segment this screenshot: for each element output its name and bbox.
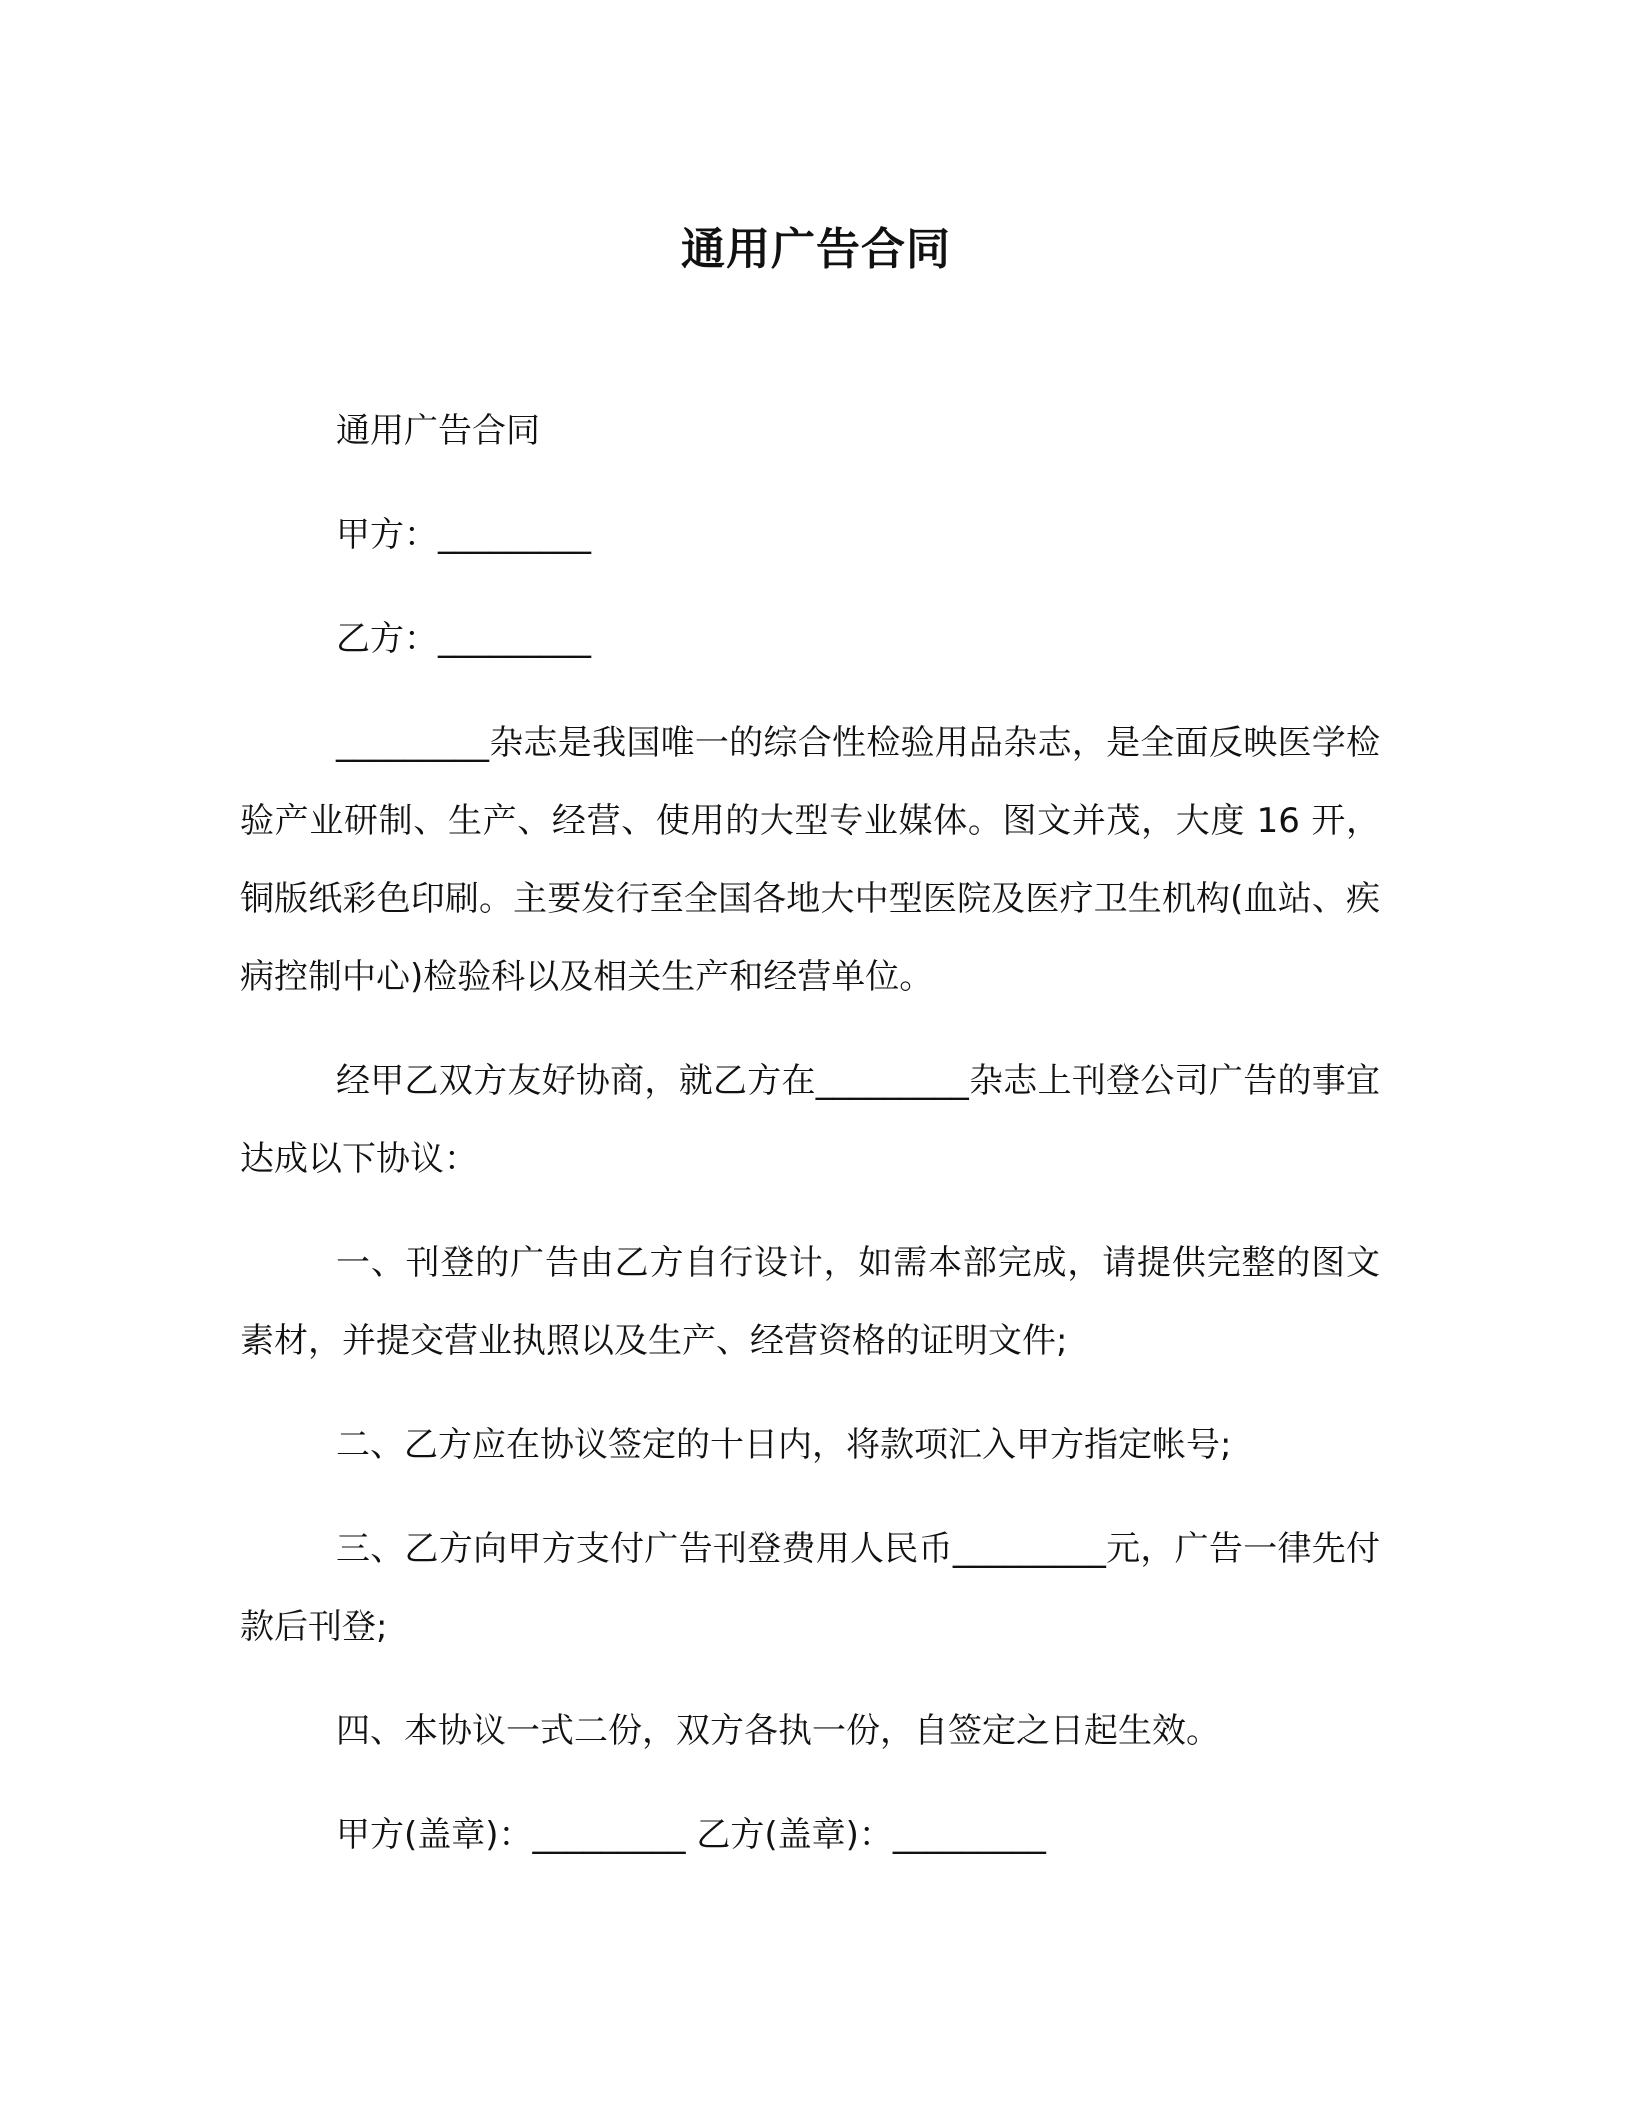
- document-body: [240, 392, 1380, 1900]
- paragraph-clause-4: 四、本协议一式二份，双方各执一份，自签定之日起生效。: [336, 1711, 1220, 1751]
- paragraph-clause-2: 二、乙方应在协议签定的十日内，将款项汇入甲方指定帐号;: [336, 1425, 1232, 1465]
- document-title: 通用广告合同: [681, 224, 951, 275]
- paragraph-clause-3: 三、乙方向甲方支付广告刊登费用人民币_________元，广告一律先付款后刊登;: [240, 1529, 1380, 1647]
- paragraph-agreement-intro: 经甲乙双方友好协商，就乙方在_________杂志上刊登公司广告的事宜达成以下协议：: [240, 1061, 1380, 1179]
- paragraph-party-a: 甲方：_________: [336, 515, 591, 555]
- paragraph-heading: 通用广告合同: [336, 411, 540, 451]
- paragraph-magazine-intro: _________杂志是我国唯一的综合性检验用品杂志，是全面反映医学检验产业研制、生产、经营、使用的大型专业媒体。图文并茂，大度 16 开，铜版纸彩色印刷。主要发行至全国各地大中型医院及医疗卫生机构(血站、疾病控制中心)检验科以及相关生产和经营单位。: [240, 723, 1380, 997]
- paragraph-party-b: 乙方：_________: [336, 619, 591, 659]
- paragraph-clause-1: 一、刊登的广告由乙方自行设计，如需本部完成，请提供完整的图文素材，并提交营业执照以及生产、经营资格的证明文件;: [240, 1243, 1380, 1361]
- paragraph-signatures: 甲方(盖章)：_________ 乙方(盖章)：_________: [336, 1815, 1046, 1855]
